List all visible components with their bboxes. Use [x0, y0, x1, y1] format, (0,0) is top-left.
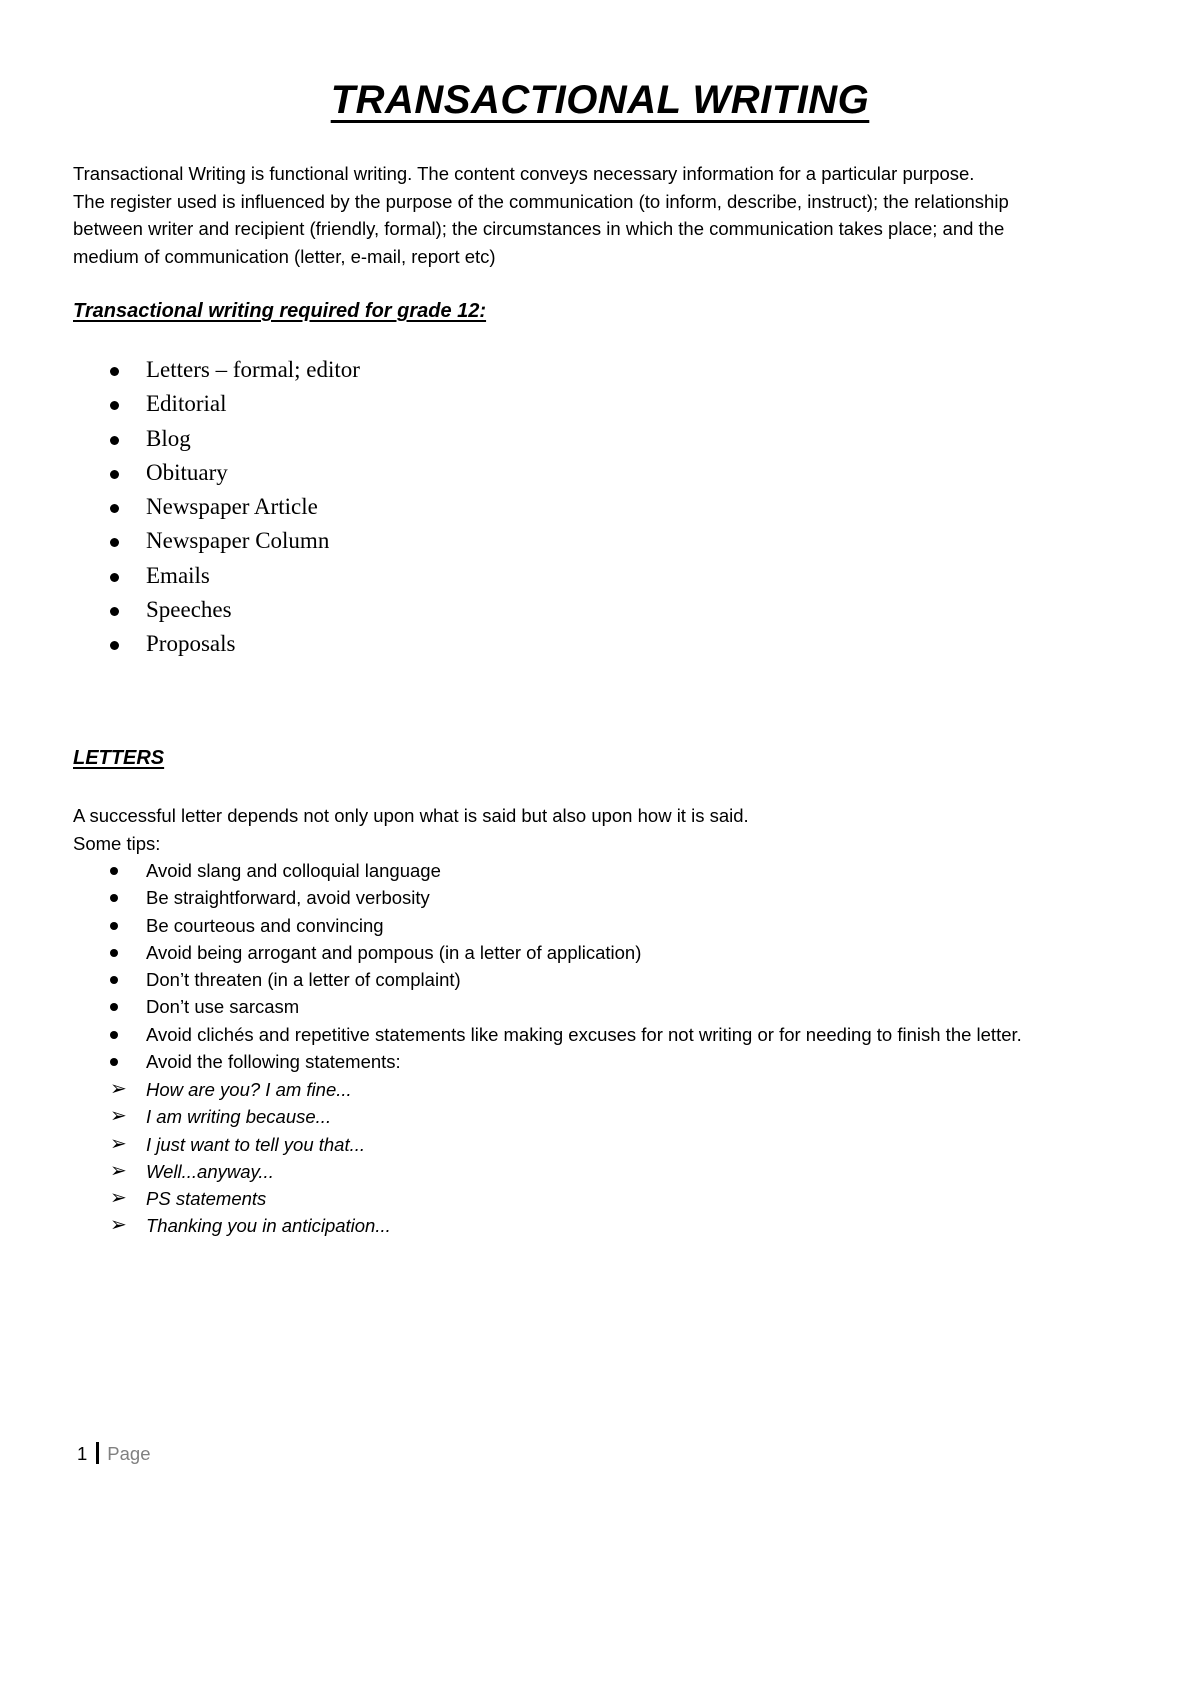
list-item-text: Newspaper Article — [146, 494, 318, 520]
bullet-icon — [110, 1031, 118, 1039]
footer-divider — [96, 1442, 99, 1464]
list-item-text: Obituary — [146, 459, 228, 485]
list-item-text: Be courteous and convincing — [146, 914, 384, 936]
page-title: TRANSACTIONAL WRITING — [330, 78, 870, 122]
intro-line: between writer and recipient (friendly, formal); the circumstances in which the communication takes place; and the — [73, 218, 1005, 239]
page-label: Page — [107, 1443, 151, 1464]
arrowhead-icon: ➢ — [110, 1105, 127, 1128]
list-item-text: Avoid the following statements: — [146, 1051, 401, 1073]
list-item-text: Avoid being arrogant and pompous (in a letter of application) — [146, 941, 642, 963]
list-item — [0, 993, 1022, 1020]
page-footer — [77, 1442, 151, 1465]
list-item — [0, 627, 360, 661]
list-item — [0, 593, 360, 627]
letters-intro-line: A successful letter depends not only upon what is said but also upon how it is said. — [73, 805, 749, 826]
bullet-icon — [110, 922, 118, 930]
list-item-text: How are you? I am fine... — [146, 1079, 352, 1100]
bullet-icon — [110, 436, 119, 445]
list-item — [0, 1021, 1022, 1048]
list-item-text: PS statements — [146, 1188, 267, 1210]
list-item — [0, 524, 360, 558]
list-item — [0, 966, 1022, 993]
arrowhead-icon: ➢ — [110, 1214, 127, 1237]
intro-line: medium of communication (letter, e-mail, report etc) — [73, 245, 496, 267]
list-item — [0, 939, 1022, 966]
letters-intro — [73, 802, 749, 857]
bullet-icon — [110, 894, 118, 902]
list-item-text: Blog — [146, 425, 191, 451]
list-item-text: Be straightforward, avoid verbosity — [146, 887, 430, 909]
list-item-text: Avoid clichés and repetitive statements like making excuses for not writing or for needing to finish the letter. — [146, 1023, 1022, 1045]
bullet-icon — [110, 867, 118, 875]
list-item — [0, 1212, 391, 1239]
bullet-icon — [110, 470, 119, 479]
bullet-icon — [110, 949, 118, 957]
list-item-text: I am writing because... — [146, 1106, 332, 1128]
grade-requirements-heading: Transactional writing required for grade 12: — [73, 300, 487, 322]
letters-heading: LETTERS — [73, 747, 165, 769]
list-item — [0, 912, 1022, 939]
bullet-icon — [110, 607, 119, 616]
list-item — [0, 1103, 391, 1130]
list-item-text: Thanking you in anticipation... — [146, 1215, 391, 1237]
list-item-text: Don’t use sarcasm — [146, 996, 300, 1018]
list-item — [0, 559, 360, 593]
bullet-icon — [110, 1058, 118, 1066]
list-item — [0, 884, 1022, 911]
list-item — [0, 1131, 391, 1158]
bullet-icon — [110, 367, 119, 376]
intro-paragraph — [73, 160, 1133, 270]
list-item — [0, 490, 360, 524]
list-item — [0, 422, 360, 456]
list-item-text: I just want to tell you that... — [146, 1133, 366, 1155]
tips-label: Some tips: — [73, 832, 161, 854]
list-item-text: Don’t threaten (in a letter of complaint) — [146, 969, 461, 991]
list-item — [0, 1048, 1022, 1075]
list-item — [0, 1076, 391, 1103]
list-item-text: Well...anyway... — [146, 1160, 274, 1182]
bullet-icon — [110, 1003, 118, 1011]
bullet-icon — [110, 538, 119, 547]
list-item — [0, 1185, 391, 1212]
bullet-icon — [110, 976, 118, 984]
bullet-icon — [110, 641, 119, 650]
bullet-icon — [110, 401, 119, 410]
list-item-text: Letters – formal; editor — [146, 357, 360, 382]
tips-list — [0, 857, 1022, 1075]
list-item — [0, 387, 360, 421]
list-item-text: Speeches — [146, 597, 232, 623]
list-item-text: Proposals — [146, 631, 236, 657]
intro-line: The register used is influenced by the purpose of the communication (to inform, describe, instruct); the relationship — [73, 190, 1009, 212]
list-item-text: Editorial — [146, 391, 227, 417]
list-item-text: Newspaper Column — [146, 528, 330, 554]
bullet-icon — [110, 573, 119, 582]
avoid-statements-list — [0, 1076, 391, 1240]
arrowhead-icon: ➢ — [110, 1159, 127, 1182]
intro-line: Transactional Writing is functional writing. The content conveys necessary information for a particular purpose. — [73, 163, 975, 184]
list-item — [0, 353, 360, 387]
list-item-text: Emails — [146, 562, 210, 588]
list-item — [0, 1158, 391, 1185]
page-number: 1 — [77, 1443, 88, 1464]
arrowhead-icon: ➢ — [110, 1187, 127, 1210]
list-item — [0, 456, 360, 490]
arrowhead-icon: ➢ — [110, 1132, 127, 1155]
arrowhead-icon: ➢ — [110, 1078, 127, 1100]
list-item — [0, 857, 1022, 884]
list-item-text: Avoid slang and colloquial language — [146, 860, 441, 881]
bullet-icon — [110, 504, 119, 513]
grade-requirements-list — [0, 353, 360, 662]
